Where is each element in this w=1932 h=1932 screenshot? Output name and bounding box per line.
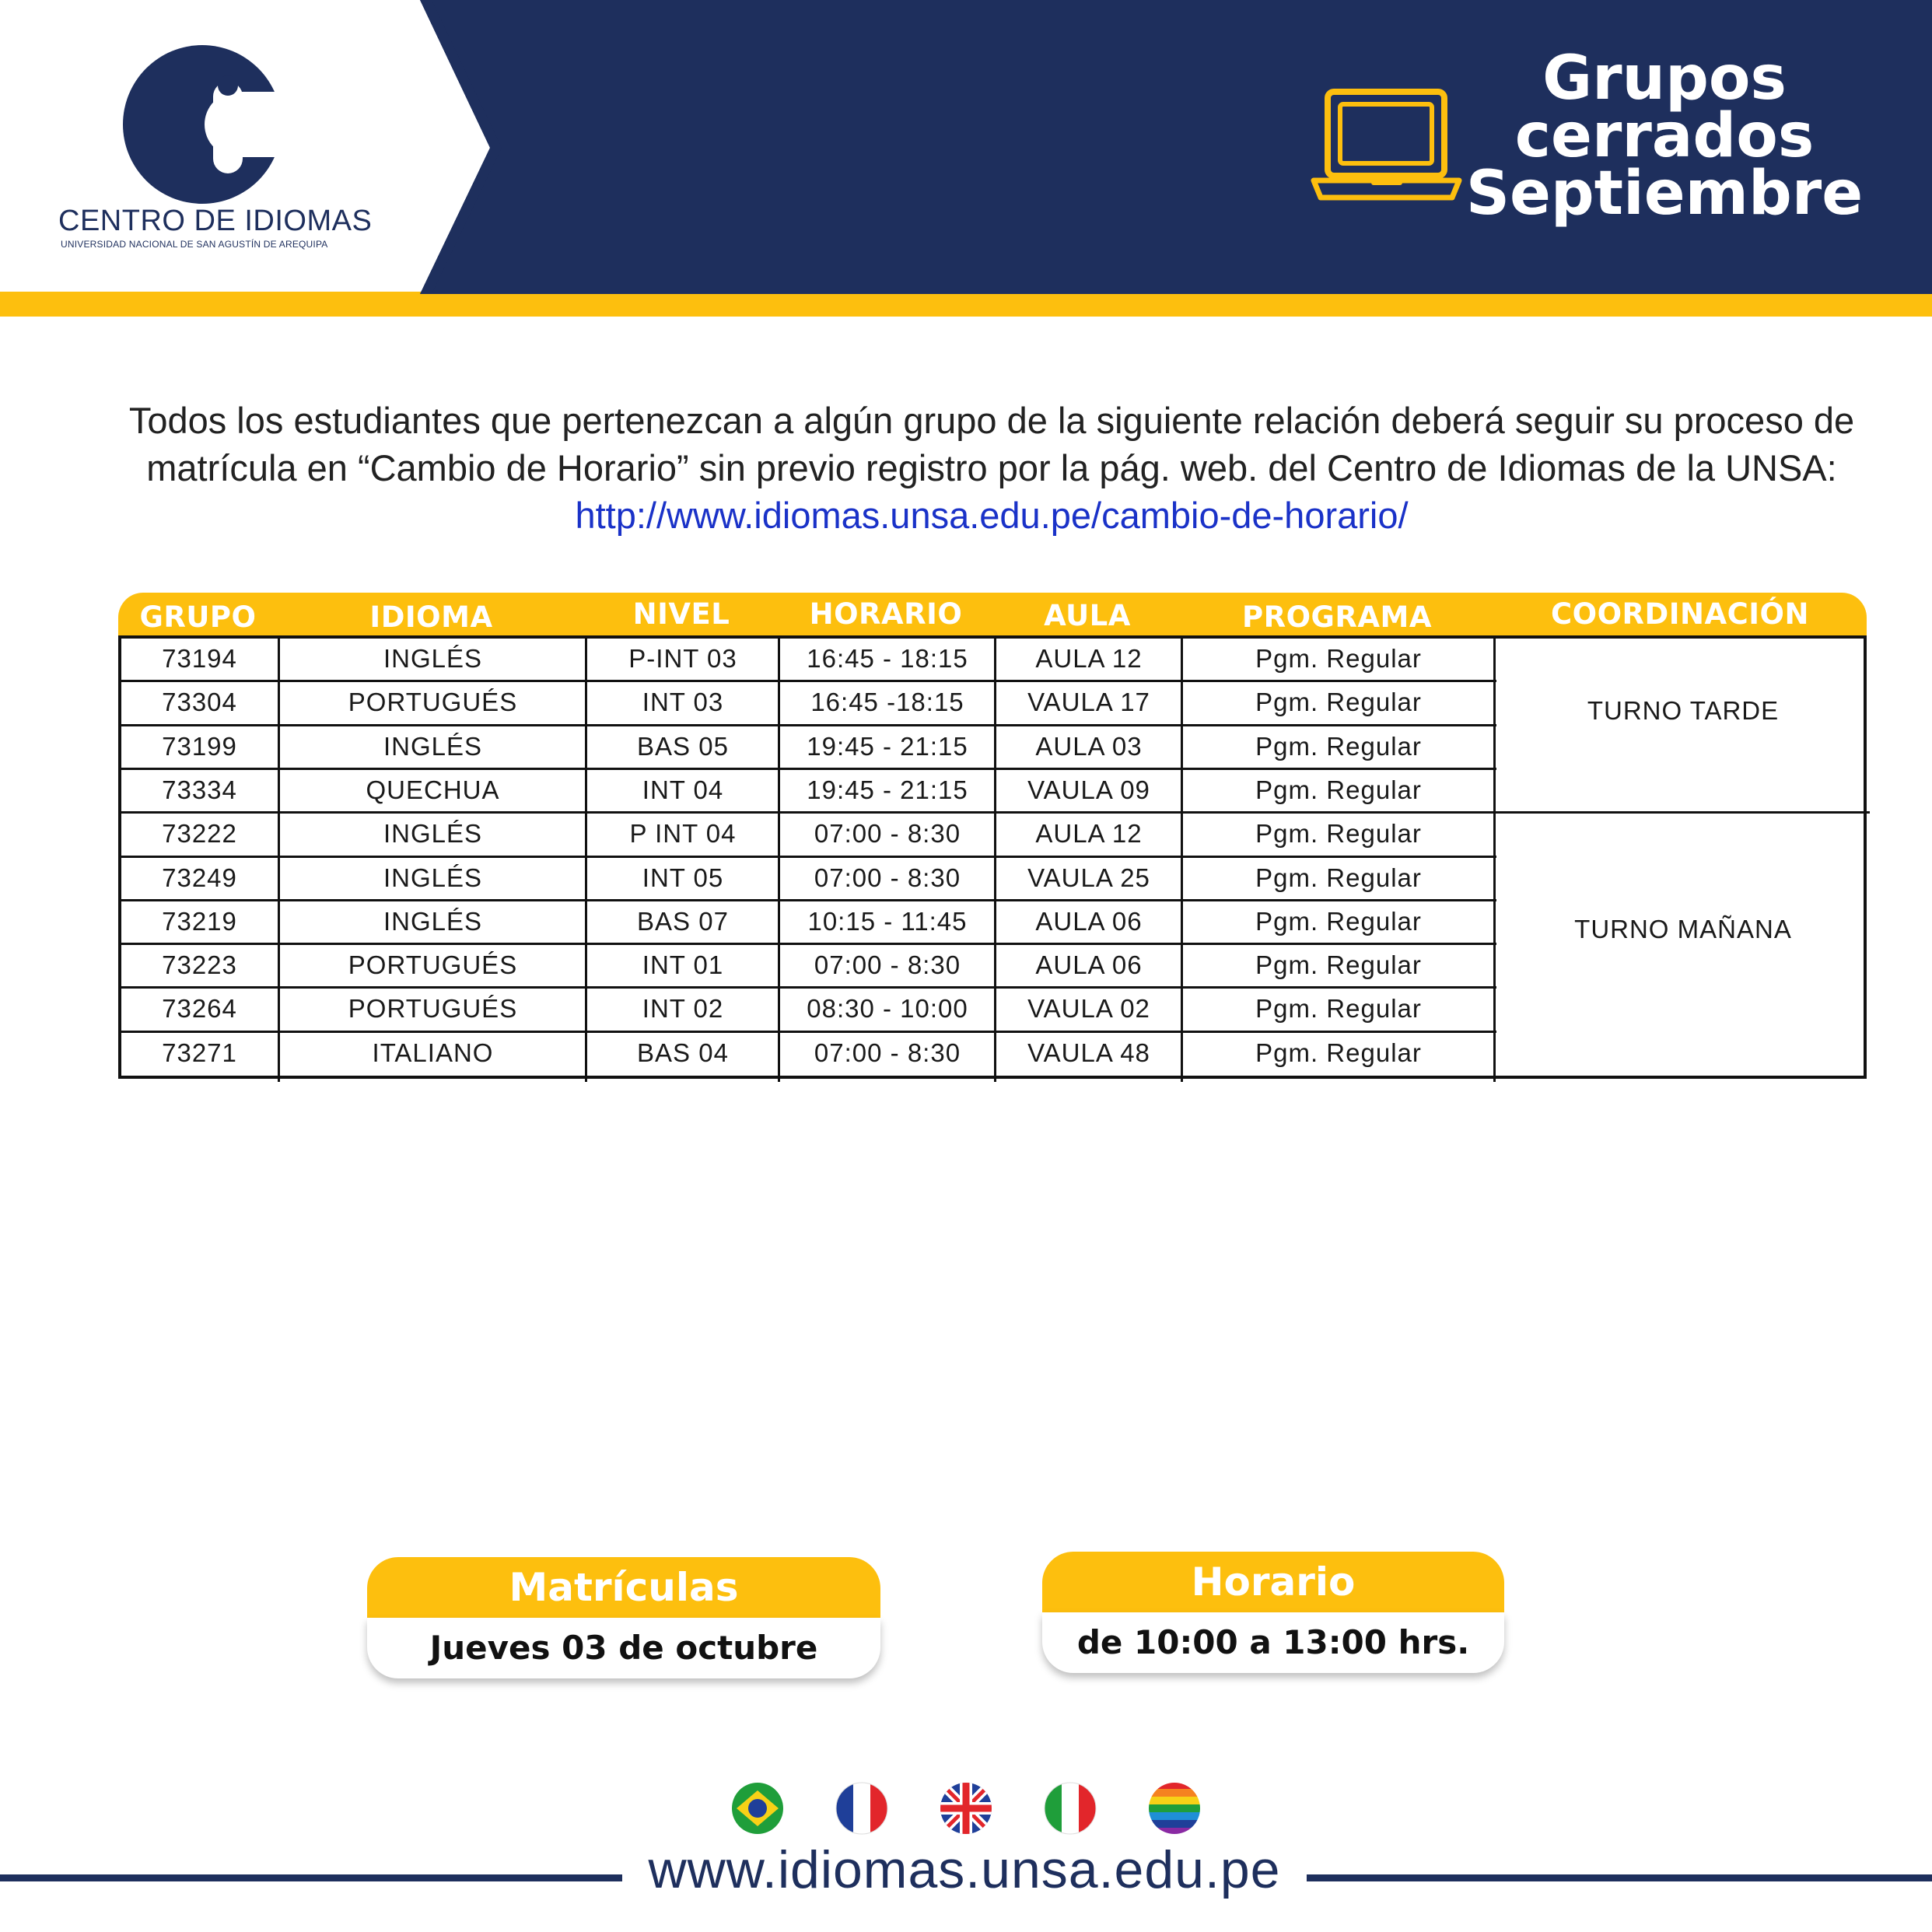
cell-nivel: INT 03	[642, 688, 724, 717]
header-aula: AULA	[1044, 599, 1131, 632]
cell-grupo: 73304	[162, 688, 237, 717]
footer-website-link[interactable]: www.idiomas.unsa.edu.pe	[648, 1840, 1281, 1899]
logo-subtitle: UNIVERSIDAD NACIONAL DE SAN AGUSTÍN DE AREQUIPA	[61, 239, 328, 250]
intro-paragraph	[101, 397, 1882, 539]
header-idioma: IDIOMA	[369, 600, 493, 634]
cell-aula: VAULA 48	[1027, 1038, 1150, 1067]
table-column-divider	[278, 639, 280, 1082]
centro-de-idiomas-logo[interactable]	[54, 43, 373, 261]
uk-flag-icon	[939, 1781, 993, 1836]
cell-aula: VAULA 02	[1027, 994, 1150, 1024]
matriculas-box	[367, 1557, 880, 1678]
cell-aula: AULA 12	[1035, 819, 1143, 849]
cell-horario: 16:45 -18:15	[810, 688, 964, 717]
cell-aula: AULA 12	[1035, 644, 1143, 673]
cell-idioma: INGLÉS	[383, 731, 483, 761]
cell-programa: Pgm. Regular	[1255, 950, 1422, 980]
cell-programa: Pgm. Regular	[1255, 994, 1422, 1024]
cell-nivel: INT 02	[642, 994, 724, 1024]
cell-aula: VAULA 09	[1027, 775, 1150, 804]
horario-title: Horario	[1042, 1552, 1504, 1612]
groups-table	[118, 635, 1867, 1079]
matriculas-title: Matrículas	[367, 1557, 880, 1618]
cell-horario: 07:00 - 8:30	[814, 950, 961, 980]
table-column-divider	[1493, 639, 1496, 1082]
cell-nivel: P-INT 03	[628, 644, 737, 673]
cell-idioma: PORTUGUÉS	[348, 950, 518, 980]
matriculas-date: Jueves 03 de octubre	[367, 1618, 880, 1678]
title-line-3: Septiembre	[1465, 159, 1864, 229]
cell-grupo: 73264	[162, 994, 237, 1024]
header-programa: PROGRAMA	[1241, 600, 1432, 634]
rainbow-flag-icon	[1147, 1781, 1202, 1836]
cell-programa: Pgm. Regular	[1255, 819, 1422, 849]
italy-flag-icon	[1043, 1781, 1097, 1836]
cell-nivel: P INT 04	[629, 819, 737, 849]
cell-horario: 07:00 - 8:30	[814, 819, 961, 849]
france-flag-icon	[835, 1781, 889, 1836]
cell-horario: 19:45 - 21:15	[807, 731, 968, 761]
cell-programa: Pgm. Regular	[1255, 775, 1422, 804]
cell-programa: Pgm. Regular	[1255, 731, 1422, 761]
header-grupo: GRUPO	[139, 600, 257, 634]
language-flags	[723, 1781, 1237, 1843]
coordination-turno-tarde: TURNO TARDE	[1587, 695, 1780, 725]
header-nivel: NIVEL	[632, 597, 730, 631]
header-coordinacion: COORDINACIÓN	[1551, 597, 1809, 631]
cell-horario: 07:00 - 8:30	[814, 863, 961, 892]
cell-grupo: 73199	[162, 731, 237, 761]
cell-programa: Pgm. Regular	[1255, 688, 1422, 717]
cell-idioma: INGLÉS	[383, 863, 483, 892]
cell-grupo: 73222	[162, 819, 237, 849]
cell-horario: 16:45 - 18:15	[807, 644, 968, 673]
cell-grupo: 73334	[162, 775, 237, 804]
table-column-divider	[1181, 639, 1183, 1082]
cell-idioma: PORTUGUÉS	[348, 994, 518, 1024]
cell-idioma: INGLÉS	[383, 906, 483, 936]
intro-text: Todos los estudiantes que pertenezcan a algún grupo de la siguiente relación deberá seguir su proceso de matrícula en “Cambio de Horario” sin previo registro por la pág. web. del Centro de Idiomas de la UNSA:	[128, 400, 1855, 488]
cambio-horario-link[interactable]: http://www.idiomas.unsa.edu.pe/cambio-de-horario/	[575, 495, 1409, 536]
cell-idioma: INGLÉS	[383, 819, 483, 849]
cell-nivel: INT 04	[642, 775, 724, 804]
laptop-icon	[1311, 87, 1462, 204]
table-column-divider	[994, 639, 996, 1082]
table-column-divider	[585, 639, 587, 1082]
horario-box	[1042, 1552, 1504, 1667]
cell-programa: Pgm. Regular	[1255, 1038, 1422, 1067]
cell-nivel: BAS 05	[637, 731, 729, 761]
cell-nivel: BAS 04	[637, 1038, 729, 1067]
cell-grupo: 73249	[162, 863, 237, 892]
cell-nivel: INT 05	[642, 863, 724, 892]
cell-horario: 19:45 - 21:15	[807, 775, 968, 804]
header-horario: HORARIO	[809, 597, 963, 631]
cell-idioma: INGLÉS	[383, 644, 483, 673]
brazil-flag-icon	[730, 1781, 785, 1836]
logo-c-icon	[117, 43, 350, 214]
cell-nivel: INT 01	[642, 950, 724, 980]
footer-line-left	[0, 1874, 622, 1881]
cell-aula: VAULA 17	[1027, 688, 1150, 717]
logo-title: CENTRO DE IDIOMAS	[58, 205, 373, 237]
cell-horario: 10:15 - 11:45	[807, 906, 968, 936]
page-title	[1447, 44, 1882, 229]
cell-idioma: ITALIANO	[372, 1038, 494, 1067]
cell-grupo: 73219	[162, 906, 237, 936]
cell-horario: 07:00 - 8:30	[814, 1038, 961, 1067]
cell-idioma: PORTUGUÉS	[348, 688, 518, 717]
cell-grupo: 73223	[162, 950, 237, 980]
cell-horario: 08:30 - 10:00	[807, 994, 968, 1024]
cell-grupo: 73194	[162, 644, 237, 673]
table-column-divider	[778, 639, 780, 1082]
footer-line-right	[1307, 1874, 1932, 1881]
cell-aula: VAULA 25	[1027, 863, 1150, 892]
cell-aula: AULA 06	[1035, 906, 1143, 936]
title-line-2: cerrados	[1514, 101, 1815, 171]
cell-aula: AULA 06	[1035, 950, 1143, 980]
cell-idioma: QUECHUA	[366, 775, 500, 804]
cell-programa: Pgm. Regular	[1255, 906, 1422, 936]
cell-aula: AULA 03	[1035, 731, 1143, 761]
cell-grupo: 73271	[162, 1038, 237, 1067]
cell-programa: Pgm. Regular	[1255, 644, 1422, 673]
horario-time: de 10:00 a 13:00 hrs.	[1042, 1612, 1504, 1673]
coordination-turno-manana: TURNO MAÑANA	[1574, 915, 1792, 944]
table-header	[118, 593, 1867, 635]
cell-nivel: BAS 07	[637, 906, 729, 936]
title-line-1: Grupos	[1542, 44, 1787, 114]
cell-programa: Pgm. Regular	[1255, 863, 1422, 892]
